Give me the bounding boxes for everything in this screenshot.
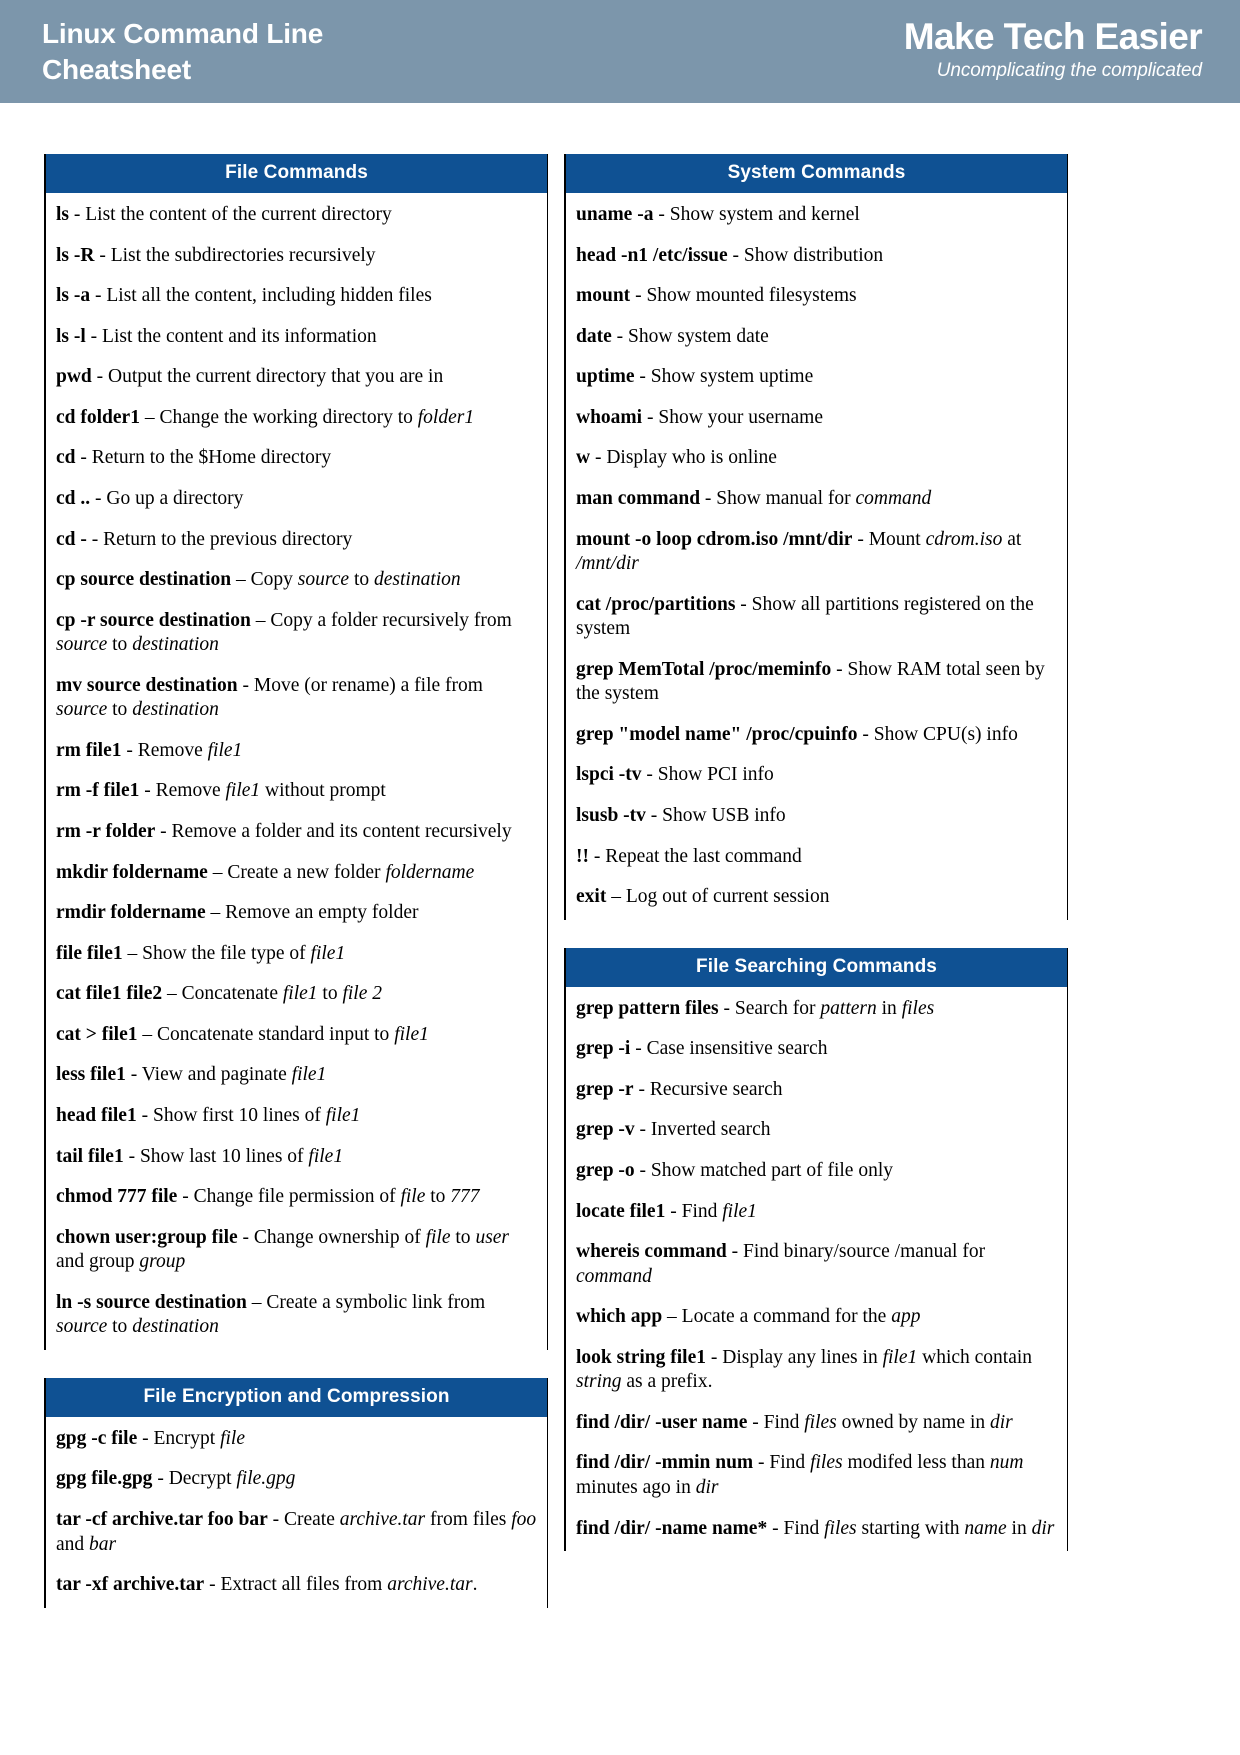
panel-file-commands (44, 154, 548, 1350)
command-name: mount -o loop cdrom.iso /mnt/dir (576, 528, 853, 550)
panel-title-file-encryption: File Encryption and Compression (46, 1378, 547, 1417)
command-placeholder: source (297, 569, 350, 591)
command-placeholder: foldername (385, 861, 475, 883)
command-placeholder: file1 (207, 739, 243, 761)
command-entry: grep MemTotal /proc/meminfo - Show RAM total seen by the system (576, 658, 1045, 705)
command-entry: cat /proc/partitions - Show all partitions registered on the system (576, 593, 1034, 640)
command-name: cd (56, 447, 76, 469)
command-entry: grep pattern files - Search for pattern in files (576, 997, 935, 1019)
command-name: find /dir/ -name name* (576, 1517, 768, 1539)
command-placeholder: /mnt/dir (576, 553, 639, 575)
command-name: tar -cf archive.tar foo bar (56, 1509, 268, 1530)
command-name: rm file1 (56, 739, 122, 761)
command-placeholder: file 2 (342, 983, 383, 1005)
command-placeholder: file (400, 1186, 426, 1208)
command-name: mv source destination (56, 674, 238, 696)
command-placeholder: cdrom.iso (925, 528, 1003, 550)
command-name: w (576, 447, 591, 469)
command-entry: tail file1 - Show last 10 lines of file1 (56, 1145, 344, 1167)
panel-file-searching (564, 948, 1068, 1551)
command-name: ls -R (56, 244, 95, 266)
command-name: cat file1 file2 (56, 983, 163, 1005)
command-name: grep -o (576, 1159, 635, 1181)
command-name: grep -r (576, 1078, 634, 1100)
command-entry: uname -a - Show system and kernel (576, 204, 860, 225)
command-entry: chmod 777 file - Change file permission of file to 777 (56, 1186, 480, 1208)
command-name: tar -xf archive.tar (56, 1574, 205, 1596)
brand-tagline: Uncomplicating the complicated (936, 59, 1202, 81)
panel-file-encryption (44, 1378, 548, 1608)
command-entry: cd .. - Go up a directory (56, 487, 244, 509)
command-entry: look string file1 - Display any lines in file1 which contain string as a prefix. (576, 1346, 1033, 1393)
command-placeholder: file1 (225, 780, 261, 802)
command-entry: gpg -c file - Encrypt file (56, 1427, 246, 1449)
command-entry: less file1 - View and paginate file1 (56, 1064, 327, 1086)
command-placeholder: files (810, 1452, 843, 1474)
command-entry: whoami - Show your username (576, 406, 823, 428)
command-name: cat /proc/partitions (576, 593, 736, 615)
command-placeholder: user (475, 1226, 510, 1248)
command-name: grep -v (576, 1119, 635, 1141)
command-entry: chown user:group file - Change ownership of file to user and group group (56, 1226, 510, 1273)
command-placeholder: dir (695, 1477, 719, 1498)
command-placeholder: archive.tar (339, 1509, 426, 1530)
command-placeholder: name (964, 1517, 1007, 1539)
command-name: exit (576, 886, 607, 908)
page-header-banner (0, 0, 1240, 103)
command-entry: grep "model name" /proc/cpuinfo - Show CPU(s) info (576, 723, 1018, 745)
command-placeholder: destination (132, 699, 219, 721)
page-title-line-1: Linux Command Line (42, 17, 324, 49)
command-entry: cp source destination – Copy source to destination (56, 569, 461, 591)
command-entry: pwd - Output the current directory that you are in (56, 366, 444, 388)
command-placeholder: files (804, 1411, 837, 1433)
command-name: grep MemTotal /proc/meminfo (576, 658, 832, 680)
command-entry: rm -r folder - Remove a folder and its content recursively (56, 821, 512, 842)
command-name: grep -i (576, 1038, 631, 1060)
command-name: ls -l (56, 325, 86, 347)
command-entry: cat file1 file2 – Concatenate file1 to file 2 (56, 983, 383, 1005)
command-placeholder: source (56, 1316, 108, 1338)
command-entry: grep -o - Show matched part of file only (576, 1159, 893, 1181)
command-entry: grep -i - Case insensitive search (576, 1038, 828, 1060)
command-entry: find /dir/ -name name* - Find files starting with name in dir (576, 1517, 1055, 1539)
command-entry: find /dir/ -mmin num - Find files modifed less than num minutes ago in dir (576, 1452, 1024, 1498)
command-entry: tar -xf archive.tar - Extract all files from archive.tar. (56, 1574, 478, 1596)
command-placeholder: file1 (308, 1145, 344, 1167)
panel-system-commands (564, 154, 1068, 920)
panel-title-system-commands: System Commands (566, 154, 1067, 193)
command-placeholder: file (220, 1427, 246, 1449)
command-entry: ls -R - List the subdirectories recursively (56, 244, 376, 266)
command-entry: ls - List the content of the current directory (56, 204, 392, 225)
command-entry: mount -o loop cdrom.iso /mnt/dir - Mount cdrom.iso at /mnt/dir (576, 528, 1022, 575)
command-placeholder: file1 (291, 1064, 327, 1086)
command-placeholder: file (425, 1226, 451, 1248)
panel-body-file-commands (46, 193, 547, 1350)
cheatsheet-body (0, 103, 1240, 1608)
command-entry: mv source destination - Move (or rename) a file from source to destination (56, 674, 483, 721)
right-column (564, 154, 1068, 1551)
command-name: rmdir foldername (56, 902, 206, 924)
command-placeholder: bar (89, 1533, 117, 1555)
command-name: cp -r source destination (56, 609, 251, 631)
panel-body-file-encryption (46, 1417, 547, 1608)
command-entry: uptime - Show system uptime (576, 366, 814, 388)
command-placeholder: 777 (450, 1186, 480, 1208)
command-name: whoami (576, 406, 643, 428)
command-placeholder: file.gpg (236, 1468, 296, 1490)
command-placeholder: pattern (820, 997, 877, 1019)
command-entry: find /dir/ -user name - Find files owned by name in dir (576, 1411, 1013, 1433)
command-placeholder: group (139, 1251, 186, 1273)
command-name: look string file1 (576, 1346, 706, 1368)
command-entry: ls -l - List the content and its information (56, 325, 377, 347)
command-entry: lspci -tv - Show PCI info (576, 764, 774, 786)
command-entry: exit – Log out of current session (576, 886, 830, 908)
command-placeholder: archive.tar (387, 1574, 473, 1596)
command-entry: cd folder1 – Change the working directory to folder1 (56, 406, 475, 428)
panel-title-file-searching: File Searching Commands (566, 948, 1067, 987)
command-placeholder: command (855, 487, 932, 509)
command-name: grep pattern files (576, 997, 719, 1019)
command-name: ls -a (56, 285, 91, 307)
command-name: mount (576, 285, 631, 307)
command-name: grep "model name" /proc/cpuinfo (576, 723, 858, 745)
command-name: ls (56, 204, 70, 225)
command-name: man command (576, 487, 701, 509)
command-name: gpg -c file (56, 1427, 138, 1449)
command-name: lsusb -tv (576, 805, 646, 826)
command-name: gpg file.gpg (56, 1468, 153, 1490)
command-entry: which app – Locate a command for the app (576, 1306, 921, 1328)
command-name: cd folder1 (56, 406, 140, 428)
command-entry: gpg file.gpg - Decrypt file.gpg (56, 1468, 296, 1490)
command-name: ln -s source destination (56, 1291, 247, 1313)
command-placeholder: source (56, 699, 108, 721)
command-entry: cd - Return to the $Home directory (56, 447, 332, 469)
command-placeholder: string (576, 1371, 622, 1393)
page-title (42, 16, 323, 88)
panel-body-file-searching (566, 987, 1067, 1551)
command-entry: grep -v - Inverted search (576, 1119, 771, 1141)
command-entry: whereis command - Find binary/source /manual for command (576, 1241, 986, 1287)
command-entry: cp -r source destination – Copy a folder recursively from source to destination (56, 609, 512, 656)
command-entry: ls -a - List all the content, including hidden files (56, 285, 432, 307)
command-entry: rm file1 - Remove file1 (56, 739, 243, 761)
brand-block (903, 15, 1202, 85)
command-name: date (576, 325, 612, 347)
command-name: find /dir/ -mmin num (576, 1452, 754, 1474)
command-name: chown user:group file (56, 1226, 238, 1248)
command-placeholder: file1 (310, 942, 346, 964)
command-name: head -n1 /etc/issue (576, 244, 728, 266)
command-entry: ln -s source destination – Create a symbolic link from source to destination (56, 1291, 486, 1338)
panel-gap-left (44, 1350, 548, 1378)
command-name: rm -r folder (56, 821, 156, 842)
command-name: !! (576, 845, 589, 867)
command-name: mkdir foldername (56, 861, 208, 883)
command-entry: mount - Show mounted filesystems (576, 285, 857, 307)
brand-name: Make Tech Easier (903, 15, 1202, 57)
panel-body-system-commands (566, 193, 1067, 920)
command-placeholder: dir (990, 1411, 1013, 1433)
command-name: rm -f file1 (56, 780, 140, 802)
command-entry: cd - - Return to the previous directory (56, 528, 353, 550)
command-name: lspci -tv (576, 764, 642, 786)
command-name: file file1 (56, 942, 123, 964)
panel-gap-right (564, 920, 1068, 948)
command-entry: file file1 – Show the file type of file1 (56, 942, 346, 964)
command-placeholder: folder1 (417, 406, 475, 428)
command-name: uptime (576, 366, 635, 388)
command-placeholder: dir (1031, 1517, 1055, 1539)
command-entry: locate file1 - Find file1 (576, 1200, 757, 1222)
page-title-line-2: Cheatsheet (42, 53, 191, 85)
command-placeholder: files (824, 1517, 857, 1539)
command-name: head file1 (56, 1104, 137, 1126)
command-placeholder: app (891, 1306, 921, 1328)
command-placeholder: file1 (722, 1200, 757, 1222)
command-placeholder: destination (132, 634, 219, 656)
command-name: cp source destination (56, 569, 232, 591)
command-entry: mkdir foldername – Create a new folder foldername (56, 861, 475, 883)
command-placeholder: destination (132, 1316, 219, 1338)
command-entry: date - Show system date (576, 325, 769, 347)
command-name: whereis command (576, 1241, 727, 1263)
command-name: less file1 (56, 1064, 126, 1086)
command-entry: cat > file1 – Concatenate standard input to file1 (56, 1023, 429, 1045)
command-placeholder: file1 (394, 1023, 429, 1045)
command-placeholder: command (576, 1265, 652, 1287)
command-entry: grep -r - Recursive search (576, 1078, 783, 1100)
command-name: tail file1 (56, 1145, 124, 1167)
command-entry: !! - Repeat the last command (576, 845, 802, 867)
command-placeholder: destination (373, 569, 461, 591)
command-entry: head file1 - Show first 10 lines of file1 (56, 1104, 361, 1126)
command-name: chmod 777 file (56, 1186, 178, 1208)
command-placeholder: source (56, 634, 108, 656)
panel-title-file-commands: File Commands (46, 154, 547, 193)
command-name: cd .. (56, 487, 91, 509)
command-entry: rmdir foldername – Remove an empty folder (56, 902, 419, 924)
command-placeholder: foo (511, 1509, 537, 1530)
command-placeholder: file1 (882, 1346, 918, 1368)
command-entry: man command - Show manual for command (576, 487, 932, 509)
command-entry: tar -cf archive.tar foo bar - Create archive.tar from files foo and bar (56, 1509, 537, 1555)
command-name: cd - (56, 528, 87, 550)
command-name: uname -a (576, 204, 654, 225)
command-name: cat > file1 (56, 1023, 138, 1045)
left-column (44, 154, 548, 1608)
command-name: find /dir/ -user name (576, 1411, 748, 1433)
command-entry: w - Display who is online (576, 447, 777, 469)
command-entry: lsusb -tv - Show USB info (576, 805, 786, 826)
command-entry: rm -f file1 - Remove file1 without prompt (56, 780, 386, 802)
command-placeholder: num (989, 1452, 1024, 1474)
command-placeholder: file1 (282, 983, 318, 1005)
command-placeholder: file1 (325, 1104, 361, 1126)
command-name: which app (576, 1306, 663, 1328)
command-name: pwd (56, 366, 92, 388)
command-entry: head -n1 /etc/issue - Show distribution (576, 244, 884, 266)
command-name: locate file1 (576, 1200, 666, 1222)
command-placeholder: files (901, 997, 935, 1019)
